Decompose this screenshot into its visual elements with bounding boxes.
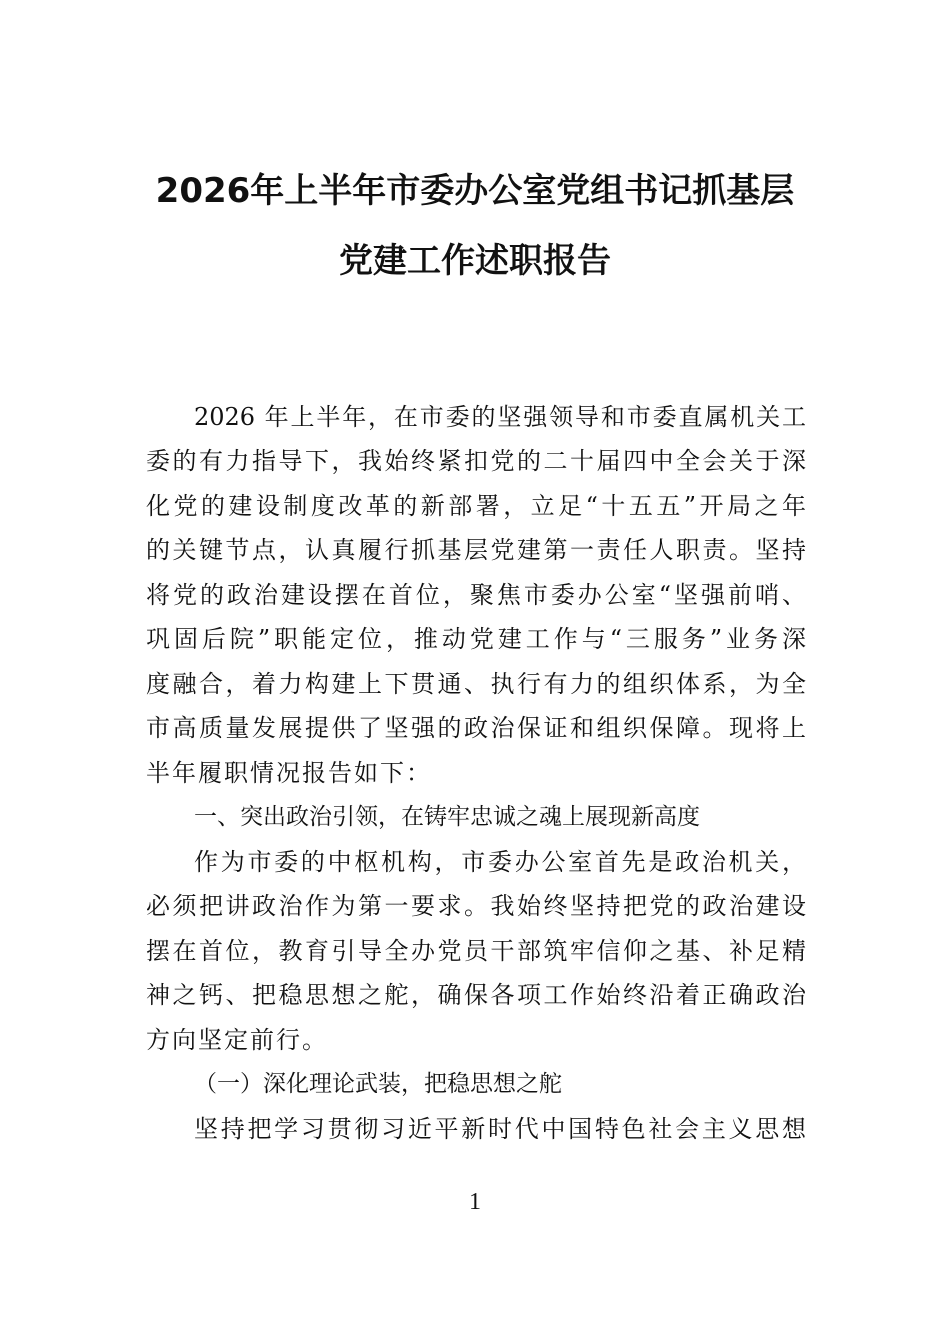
intro-line: 委的有力指导下，我始终紧扣党的二十届四中全会关于深 [146, 447, 806, 475]
intro-line: 巩固后院”职能定位，推动党建工作与“三服务”业务深 [146, 625, 806, 653]
intro-line: 化党的建设制度改革的新部署，立足“十五五”开局之年 [146, 492, 806, 520]
document-title-line-1: 2026年上半年市委办公室党组书记抓基层 [155, 171, 795, 211]
section-line: 神之钙、把稳思想之舵，确保各项工作始终沿着正确政治 [146, 981, 806, 1009]
subsection-line: 坚持把学习贯彻习近平新时代中国特色社会主义思想 [194, 1115, 806, 1143]
document-title-line-2: 党建工作述职报告 [339, 241, 611, 281]
intro-line: 2026 年上半年，在市委的坚强领导和市委直属机关工 [194, 403, 806, 431]
section-line: 必须把讲政治作为第一要求。我始终坚持把党的政治建设 [146, 892, 806, 920]
intro-line: 的关键节点，认真履行抓基层党建第一责任人职责。坚持 [146, 536, 806, 564]
section-heading: 一、突出政治引领，在铸牢忠诚之魂上展现新高度 [194, 804, 700, 830]
page-number: 1 [469, 1189, 481, 1215]
section-line: 方向坚定前行。 [146, 1026, 328, 1054]
intro-line: 将党的政治建设摆在首位，聚焦市委办公室“坚强前哨、 [146, 581, 806, 609]
section-line: 作为市委的中枢机构，市委办公室首先是政治机关， [194, 848, 806, 876]
section-line: 摆在首位，教育引导全办党员干部筑牢信仰之基、补足精 [146, 937, 806, 965]
intro-line: 半年履职情况报告如下： [146, 759, 432, 787]
intro-line: 度融合，着力构建上下贯通、执行有力的组织体系，为全 [146, 670, 806, 698]
intro-line: 市高质量发展提供了坚强的政治保证和组织保障。现将上 [146, 714, 806, 742]
subsection-heading: （一）深化理论武装，把稳思想之舵 [194, 1071, 562, 1097]
